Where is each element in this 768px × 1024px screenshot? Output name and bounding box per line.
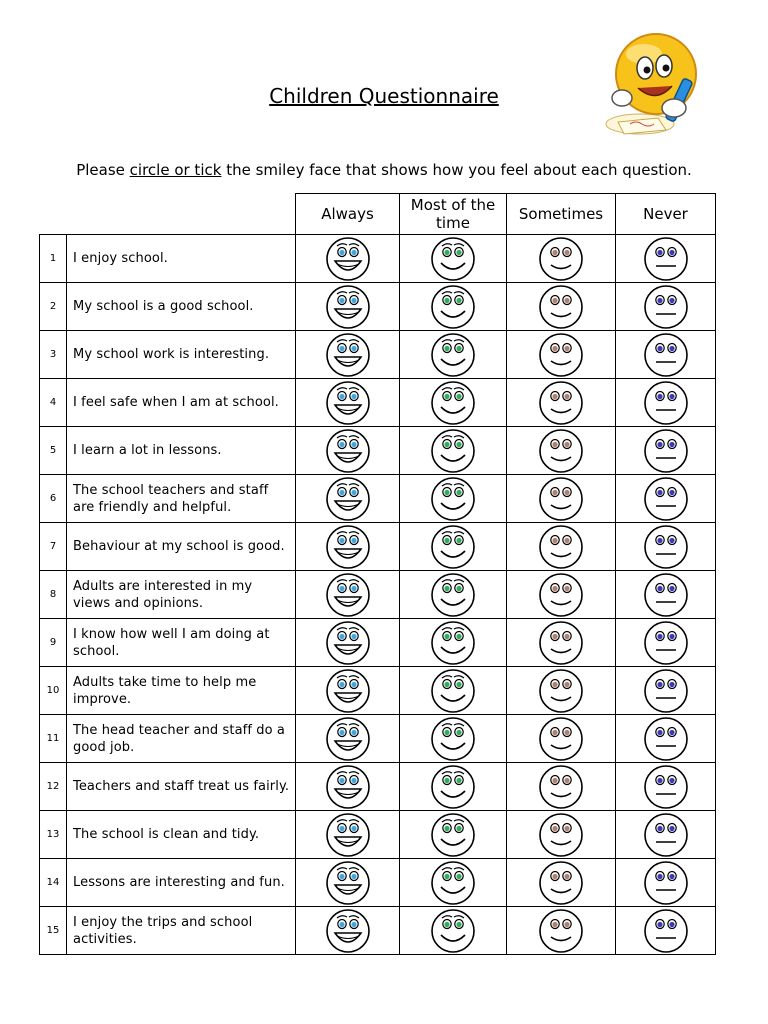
column-header-always: Always [296,194,400,235]
slight-smile-face-icon[interactable] [507,476,615,522]
neutral-face-icon[interactable] [616,716,715,762]
answer-cell-most-of-the-time[interactable] [400,619,507,667]
question-number: 9 [40,619,67,667]
answer-cell-most-of-the-time[interactable] [400,379,507,427]
answer-cell-never[interactable] [616,907,716,955]
big-grin-face-icon[interactable] [296,572,399,618]
neutral-face-icon[interactable] [616,476,715,522]
smile-face-icon[interactable] [400,428,506,474]
answer-cell-most-of-the-time[interactable] [400,283,507,331]
smile-face-icon[interactable] [400,668,506,714]
smile-face-icon[interactable] [400,524,506,570]
question-row [40,907,716,955]
question-row [40,763,716,811]
question-row [40,475,716,523]
page-title: Children Questionnaire [269,84,499,108]
answer-cell-never[interactable] [616,811,716,859]
answer-cell-most-of-the-time[interactable] [400,811,507,859]
question-row [40,859,716,907]
answer-cell-never[interactable] [616,667,716,715]
big-grin-face-icon[interactable] [296,236,399,282]
column-header-sometimes: Sometimes [507,194,616,235]
answer-cell-sometimes[interactable] [507,715,616,763]
answer-cell-sometimes[interactable] [507,571,616,619]
neutral-face-icon[interactable] [616,236,715,282]
answer-cell-sometimes[interactable] [507,379,616,427]
question-row [40,619,716,667]
answer-cell-always[interactable] [296,427,400,475]
answer-cell-most-of-the-time[interactable] [400,571,507,619]
neutral-face-icon[interactable] [616,764,715,810]
answer-cell-always[interactable] [296,811,400,859]
question-row [40,379,716,427]
questionnaire-table [39,193,716,955]
answer-cell-never[interactable] [616,283,716,331]
neutral-face-icon[interactable] [616,380,715,426]
answer-cell-always[interactable] [296,619,400,667]
big-grin-face-icon[interactable] [296,332,399,378]
answer-cell-always[interactable] [296,379,400,427]
answer-cell-sometimes[interactable] [507,523,616,571]
question-row [40,667,716,715]
answer-cell-most-of-the-time[interactable] [400,427,507,475]
question-text: I enjoy school. [67,235,296,283]
question-number: 1 [40,235,67,283]
slight-smile-face-icon[interactable] [507,524,615,570]
question-row [40,283,716,331]
smile-face-icon[interactable] [400,860,506,906]
answer-cell-always[interactable] [296,523,400,571]
instructions-text [0,161,768,179]
slight-smile-face-icon[interactable] [507,764,615,810]
answer-cell-always[interactable] [296,283,400,331]
answer-cell-sometimes[interactable] [507,235,616,283]
answer-cell-never[interactable] [616,619,716,667]
question-number: 6 [40,475,67,523]
answer-cell-always[interactable] [296,859,400,907]
question-text: I feel safe when I am at school. [67,379,296,427]
slight-smile-face-icon[interactable] [507,572,615,618]
question-row [40,571,716,619]
slight-smile-face-icon[interactable] [507,668,615,714]
smile-face-icon[interactable] [400,332,506,378]
answer-cell-always[interactable] [296,715,400,763]
instructions-tail: the smiley face that shows how you feel about each question. [221,161,692,179]
answer-cell-most-of-the-time[interactable] [400,715,507,763]
slight-smile-face-icon[interactable] [507,716,615,762]
header-spacer [67,194,296,235]
answer-cell-always[interactable] [296,475,400,523]
question-text: My school is a good school. [67,283,296,331]
slight-smile-face-icon[interactable] [507,284,615,330]
smile-face-icon[interactable] [400,764,506,810]
question-number: 14 [40,859,67,907]
big-grin-face-icon[interactable] [296,668,399,714]
question-row [40,811,716,859]
question-text: Adults are interested in my views and opinions. [67,571,296,619]
answer-cell-sometimes[interactable] [507,475,616,523]
slight-smile-face-icon[interactable] [507,332,615,378]
smile-face-icon[interactable] [400,620,506,666]
answer-cell-never[interactable] [616,715,716,763]
answer-cell-sometimes[interactable] [507,811,616,859]
answer-cell-sometimes[interactable] [507,667,616,715]
answer-cell-always[interactable] [296,571,400,619]
answer-cell-always[interactable] [296,763,400,811]
slight-smile-face-icon[interactable] [507,620,615,666]
answer-cell-most-of-the-time[interactable] [400,235,507,283]
slight-smile-face-icon[interactable] [507,380,615,426]
big-grin-face-icon[interactable] [296,908,399,954]
answer-cell-most-of-the-time[interactable] [400,523,507,571]
instructions-lead: Please [76,161,130,179]
slight-smile-face-icon[interactable] [507,812,615,858]
question-number: 2 [40,283,67,331]
question-number: 10 [40,667,67,715]
answer-cell-always[interactable] [296,667,400,715]
question-number: 11 [40,715,67,763]
smiley-writing-mascot-icon [600,26,710,138]
neutral-face-icon[interactable] [616,668,715,714]
answer-cell-never[interactable] [616,427,716,475]
question-row [40,523,716,571]
big-grin-face-icon[interactable] [296,380,399,426]
header-spacer [40,194,67,235]
answer-cell-sometimes[interactable] [507,283,616,331]
answer-cell-never[interactable] [616,859,716,907]
smile-face-icon[interactable] [400,812,506,858]
neutral-face-icon[interactable] [616,908,715,954]
question-text: The school is clean and tidy. [67,811,296,859]
question-number: 7 [40,523,67,571]
big-grin-face-icon[interactable] [296,620,399,666]
answer-cell-always[interactable] [296,235,400,283]
smile-face-icon[interactable] [400,476,506,522]
answer-cell-sometimes[interactable] [507,859,616,907]
big-grin-face-icon[interactable] [296,764,399,810]
smile-face-icon[interactable] [400,380,506,426]
column-header-never: Never [616,194,716,235]
neutral-face-icon[interactable] [616,428,715,474]
question-text: My school work is interesting. [67,331,296,379]
question-number: 5 [40,427,67,475]
answer-cell-never[interactable] [616,571,716,619]
answer-cell-never[interactable] [616,235,716,283]
question-number: 4 [40,379,67,427]
neutral-face-icon[interactable] [616,524,715,570]
big-grin-face-icon[interactable] [296,476,399,522]
slight-smile-face-icon[interactable] [507,908,615,954]
answer-cell-most-of-the-time[interactable] [400,859,507,907]
question-row [40,235,716,283]
slight-smile-face-icon[interactable] [507,860,615,906]
question-row [40,331,716,379]
answer-cell-sometimes[interactable] [507,619,616,667]
answer-cell-sometimes[interactable] [507,763,616,811]
smile-face-icon[interactable] [400,716,506,762]
answer-cell-never[interactable] [616,331,716,379]
answer-cell-most-of-the-time[interactable] [400,331,507,379]
question-row [40,427,716,475]
answer-cell-sometimes[interactable] [507,907,616,955]
question-text: Lessons are interesting and fun. [67,859,296,907]
answer-cell-never[interactable] [616,379,716,427]
column-header-most-of-the-time: Most of the time [400,194,507,235]
question-text: I know how well I am doing at school. [67,619,296,667]
answer-cell-never[interactable] [616,475,716,523]
answer-cell-most-of-the-time[interactable] [400,475,507,523]
answer-cell-always[interactable] [296,331,400,379]
slight-smile-face-icon[interactable] [507,428,615,474]
question-number: 13 [40,811,67,859]
big-grin-face-icon[interactable] [296,428,399,474]
answer-cell-most-of-the-time[interactable] [400,667,507,715]
slight-smile-face-icon[interactable] [507,236,615,282]
question-text: I learn a lot in lessons. [67,427,296,475]
big-grin-face-icon[interactable] [296,860,399,906]
question-text: Teachers and staff treat us fairly. [67,763,296,811]
question-text: I enjoy the trips and school activities. [67,907,296,955]
header-row [40,194,716,235]
answer-cell-sometimes[interactable] [507,331,616,379]
neutral-face-icon[interactable] [616,332,715,378]
question-row [40,715,716,763]
big-grin-face-icon[interactable] [296,716,399,762]
question-number: 12 [40,763,67,811]
answer-cell-most-of-the-time[interactable] [400,907,507,955]
question-text: Adults take time to help me improve. [67,667,296,715]
big-grin-face-icon[interactable] [296,284,399,330]
question-number: 8 [40,571,67,619]
smile-face-icon[interactable] [400,284,506,330]
answer-cell-sometimes[interactable] [507,427,616,475]
smile-face-icon[interactable] [400,572,506,618]
smile-face-icon[interactable] [400,908,506,954]
question-number: 3 [40,331,67,379]
smile-face-icon[interactable] [400,236,506,282]
neutral-face-icon[interactable] [616,860,715,906]
question-number: 15 [40,907,67,955]
answer-cell-always[interactable] [296,907,400,955]
big-grin-face-icon[interactable] [296,524,399,570]
answer-cell-never[interactable] [616,763,716,811]
question-text: Behaviour at my school is good. [67,523,296,571]
question-text: The head teacher and staff do a good job. [67,715,296,763]
answer-cell-never[interactable] [616,523,716,571]
neutral-face-icon[interactable] [616,572,715,618]
neutral-face-icon[interactable] [616,812,715,858]
neutral-face-icon[interactable] [616,284,715,330]
neutral-face-icon[interactable] [616,620,715,666]
question-text: The school teachers and staff are friendly and helpful. [67,475,296,523]
answer-cell-most-of-the-time[interactable] [400,763,507,811]
instructions-underlined: circle or tick [129,161,222,179]
big-grin-face-icon[interactable] [296,812,399,858]
